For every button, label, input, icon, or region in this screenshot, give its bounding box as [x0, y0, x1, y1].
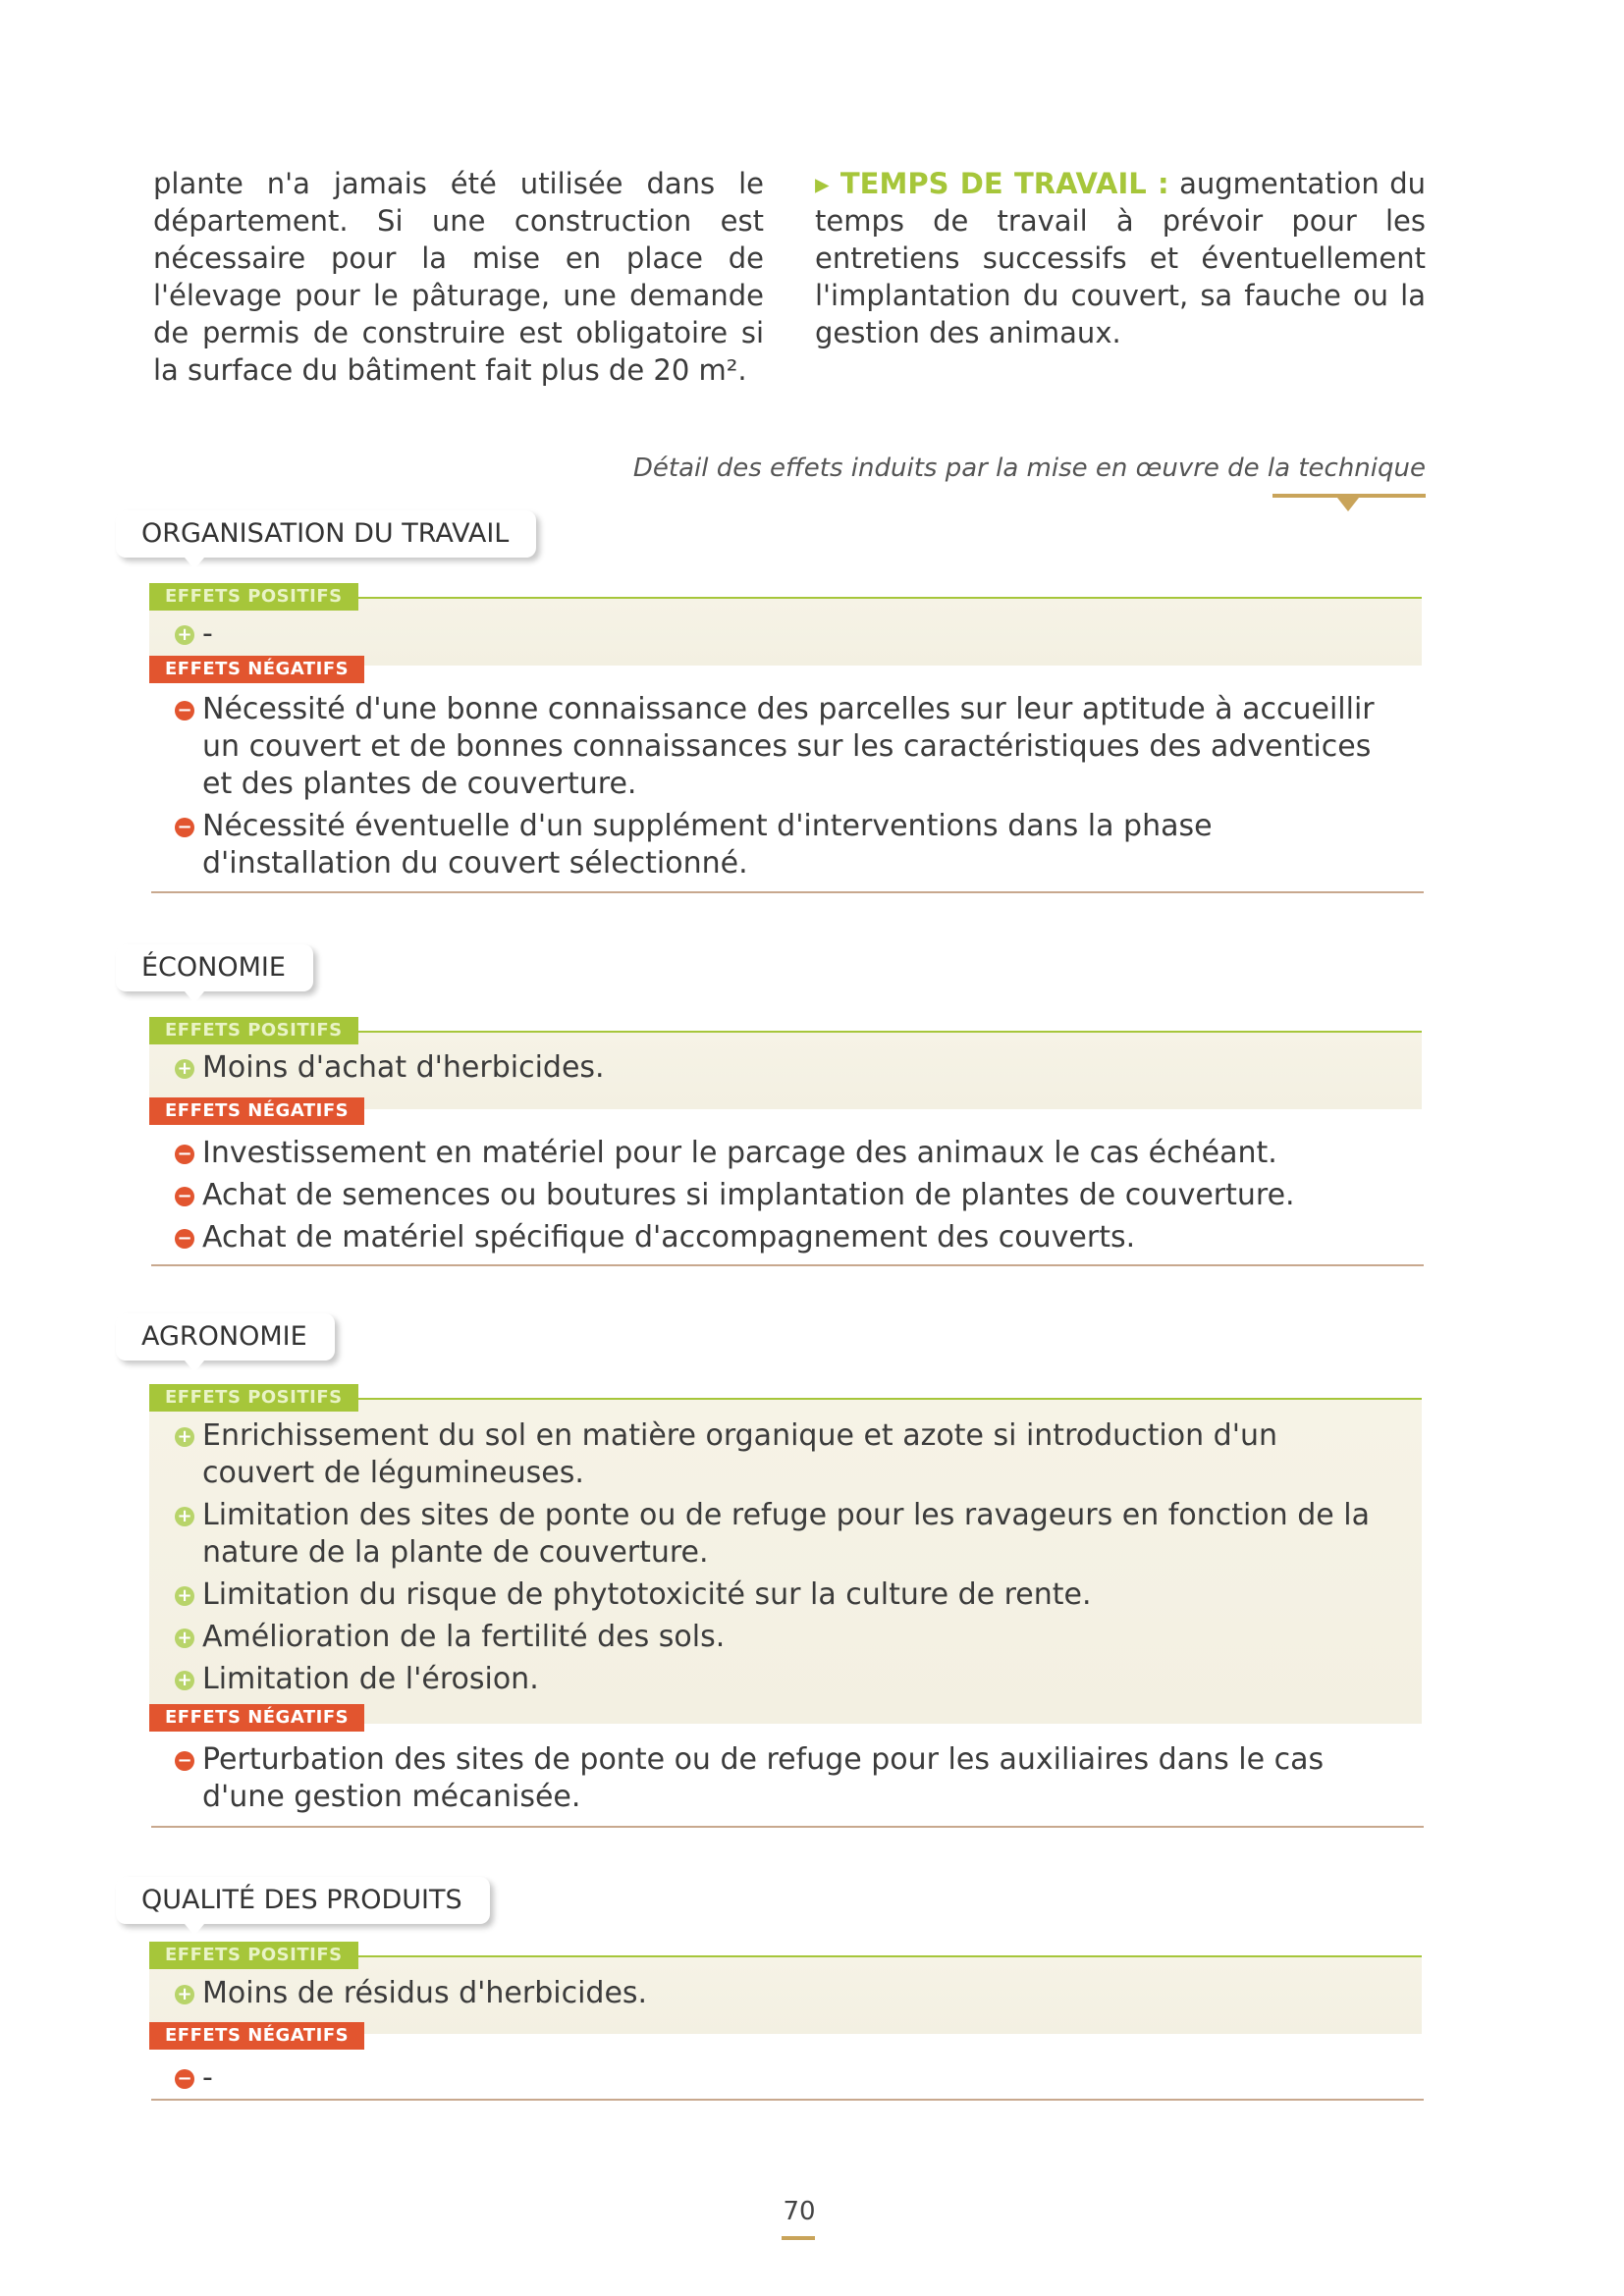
plus-icon: + [175, 1427, 194, 1447]
positive-effects-badge: EFFETS POSITIFS [149, 1942, 358, 1969]
section-divider [151, 1826, 1424, 1828]
negative-effects-badge: EFFETS NÉGATIFS [149, 656, 364, 683]
section-divider [151, 891, 1424, 893]
minus-icon: − [175, 1229, 194, 1249]
positive-effects-badge: EFFETS POSITIFS [149, 1017, 358, 1044]
positive-effect-item: + Moins de résidus d'herbicides. [149, 1975, 1422, 2012]
negative-effects-block [149, 658, 1422, 887]
negative-effect-item: − Achat de semences ou boutures si implantation de plantes de couverture. [149, 1177, 1422, 1214]
positive-effect-item: + Moins d'achat d'herbicides. [149, 1049, 1422, 1087]
negative-effects-block [149, 1706, 1422, 1821]
plus-icon: + [175, 1059, 194, 1079]
temps-de-travail-text: augmentation du temps de travail à prévoir pour les entretiens successifs et éventuellement l'implantation du couvert, sa fauche ou la gestion des animaux. [815, 167, 1427, 349]
minus-icon: − [175, 701, 194, 721]
minus-icon: − [175, 1751, 194, 1771]
minus-icon: − [175, 1187, 194, 1206]
intro-left-paragraph: plante n'a jamais été utilisée dans le département. Si une construction est nécessaire pour la mise en place de l'élevage pour le pâturage, une demande de permis de construire est obligatoire si la surface du bâtiment fait plus de 20 m². [153, 167, 764, 387]
positive-effect-item: + Limitation des sites de ponte ou de refuge pour les ravageurs en fonction de la nature de la plante de couverture. [149, 1497, 1422, 1572]
section-title: ÉCONOMIE [116, 944, 313, 991]
page-number-rule [782, 2236, 815, 2240]
negative-effects-badge: EFFETS NÉGATIFS [149, 1097, 364, 1125]
negative-effect-item: − Investissement en matériel pour le parcage des animaux le cas échéant. [149, 1135, 1422, 1172]
negative-effects-block [149, 1099, 1422, 1261]
section-title: ORGANISATION DU TRAVAIL [116, 510, 536, 558]
positive-effect-item: + Enrichissement du sol en matière organique et azote si introduction d'un couvert de légumineuses. [149, 1417, 1422, 1492]
plus-icon: + [175, 625, 194, 645]
positive-effects-badge: EFFETS POSITIFS [149, 1384, 358, 1412]
negative-effect-item: − Achat de matériel spécifique d'accompagnement des couverts. [149, 1219, 1422, 1256]
negative-effects-badge: EFFETS NÉGATIFS [149, 2022, 364, 2050]
minus-icon: − [175, 818, 194, 837]
negative-effect-item: − - [149, 2059, 1422, 2097]
negative-effect-item: − Perturbation des sites de ponte ou de refuge pour les auxiliaires dans le cas d'une gestion mécanisée. [149, 1741, 1422, 1816]
positive-effect-item: + Amélioration de la fertilité des sols. [149, 1619, 1422, 1656]
positive-effect-item: + Limitation du risque de phytotoxicité sur la culture de rente. [149, 1576, 1422, 1614]
page-number: 70 [783, 2197, 816, 2226]
negative-effect-item: − Nécessité d'une bonne connaissance des parcelles sur leur aptitude à accueillir un couvert et de bonnes connaissances sur les caractéristiques des adventices et des plantes de couverture. [149, 691, 1422, 803]
temps-de-travail-label: ▸ TEMPS DE TRAVAIL : [815, 167, 1169, 200]
effects-caption: Détail des effets induits par la mise en œuvre de la technique [632, 454, 1426, 483]
section-title: AGRONOMIE [116, 1313, 335, 1361]
intro-right-paragraph [815, 165, 1426, 351]
positive-effects-badge: EFFETS POSITIFS [149, 583, 358, 611]
negative-effects-block [149, 2024, 1422, 2102]
positive-effect-item: + Limitation de l'érosion. [149, 1661, 1422, 1698]
caption-arrow-icon [1337, 498, 1359, 511]
negative-effect-item: − Nécessité éventuelle d'un supplément d'interventions dans la phase d'installation du couvert sélectionné. [149, 808, 1422, 882]
negative-effects-badge: EFFETS NÉGATIFS [149, 1704, 364, 1732]
plus-icon: + [175, 1507, 194, 1526]
minus-icon: − [175, 2069, 194, 2089]
minus-icon: − [175, 1145, 194, 1164]
plus-icon: + [175, 1629, 194, 1648]
plus-icon: + [175, 1586, 194, 1606]
plus-icon: + [175, 1671, 194, 1690]
plus-icon: + [175, 1985, 194, 2004]
section-title: QUALITÉ DES PRODUITS [116, 1877, 490, 1924]
section-divider [151, 2099, 1424, 2101]
section-divider [151, 1264, 1424, 1266]
positive-effects-block [149, 1387, 1422, 1724]
positive-effect-item: + - [149, 615, 1422, 653]
